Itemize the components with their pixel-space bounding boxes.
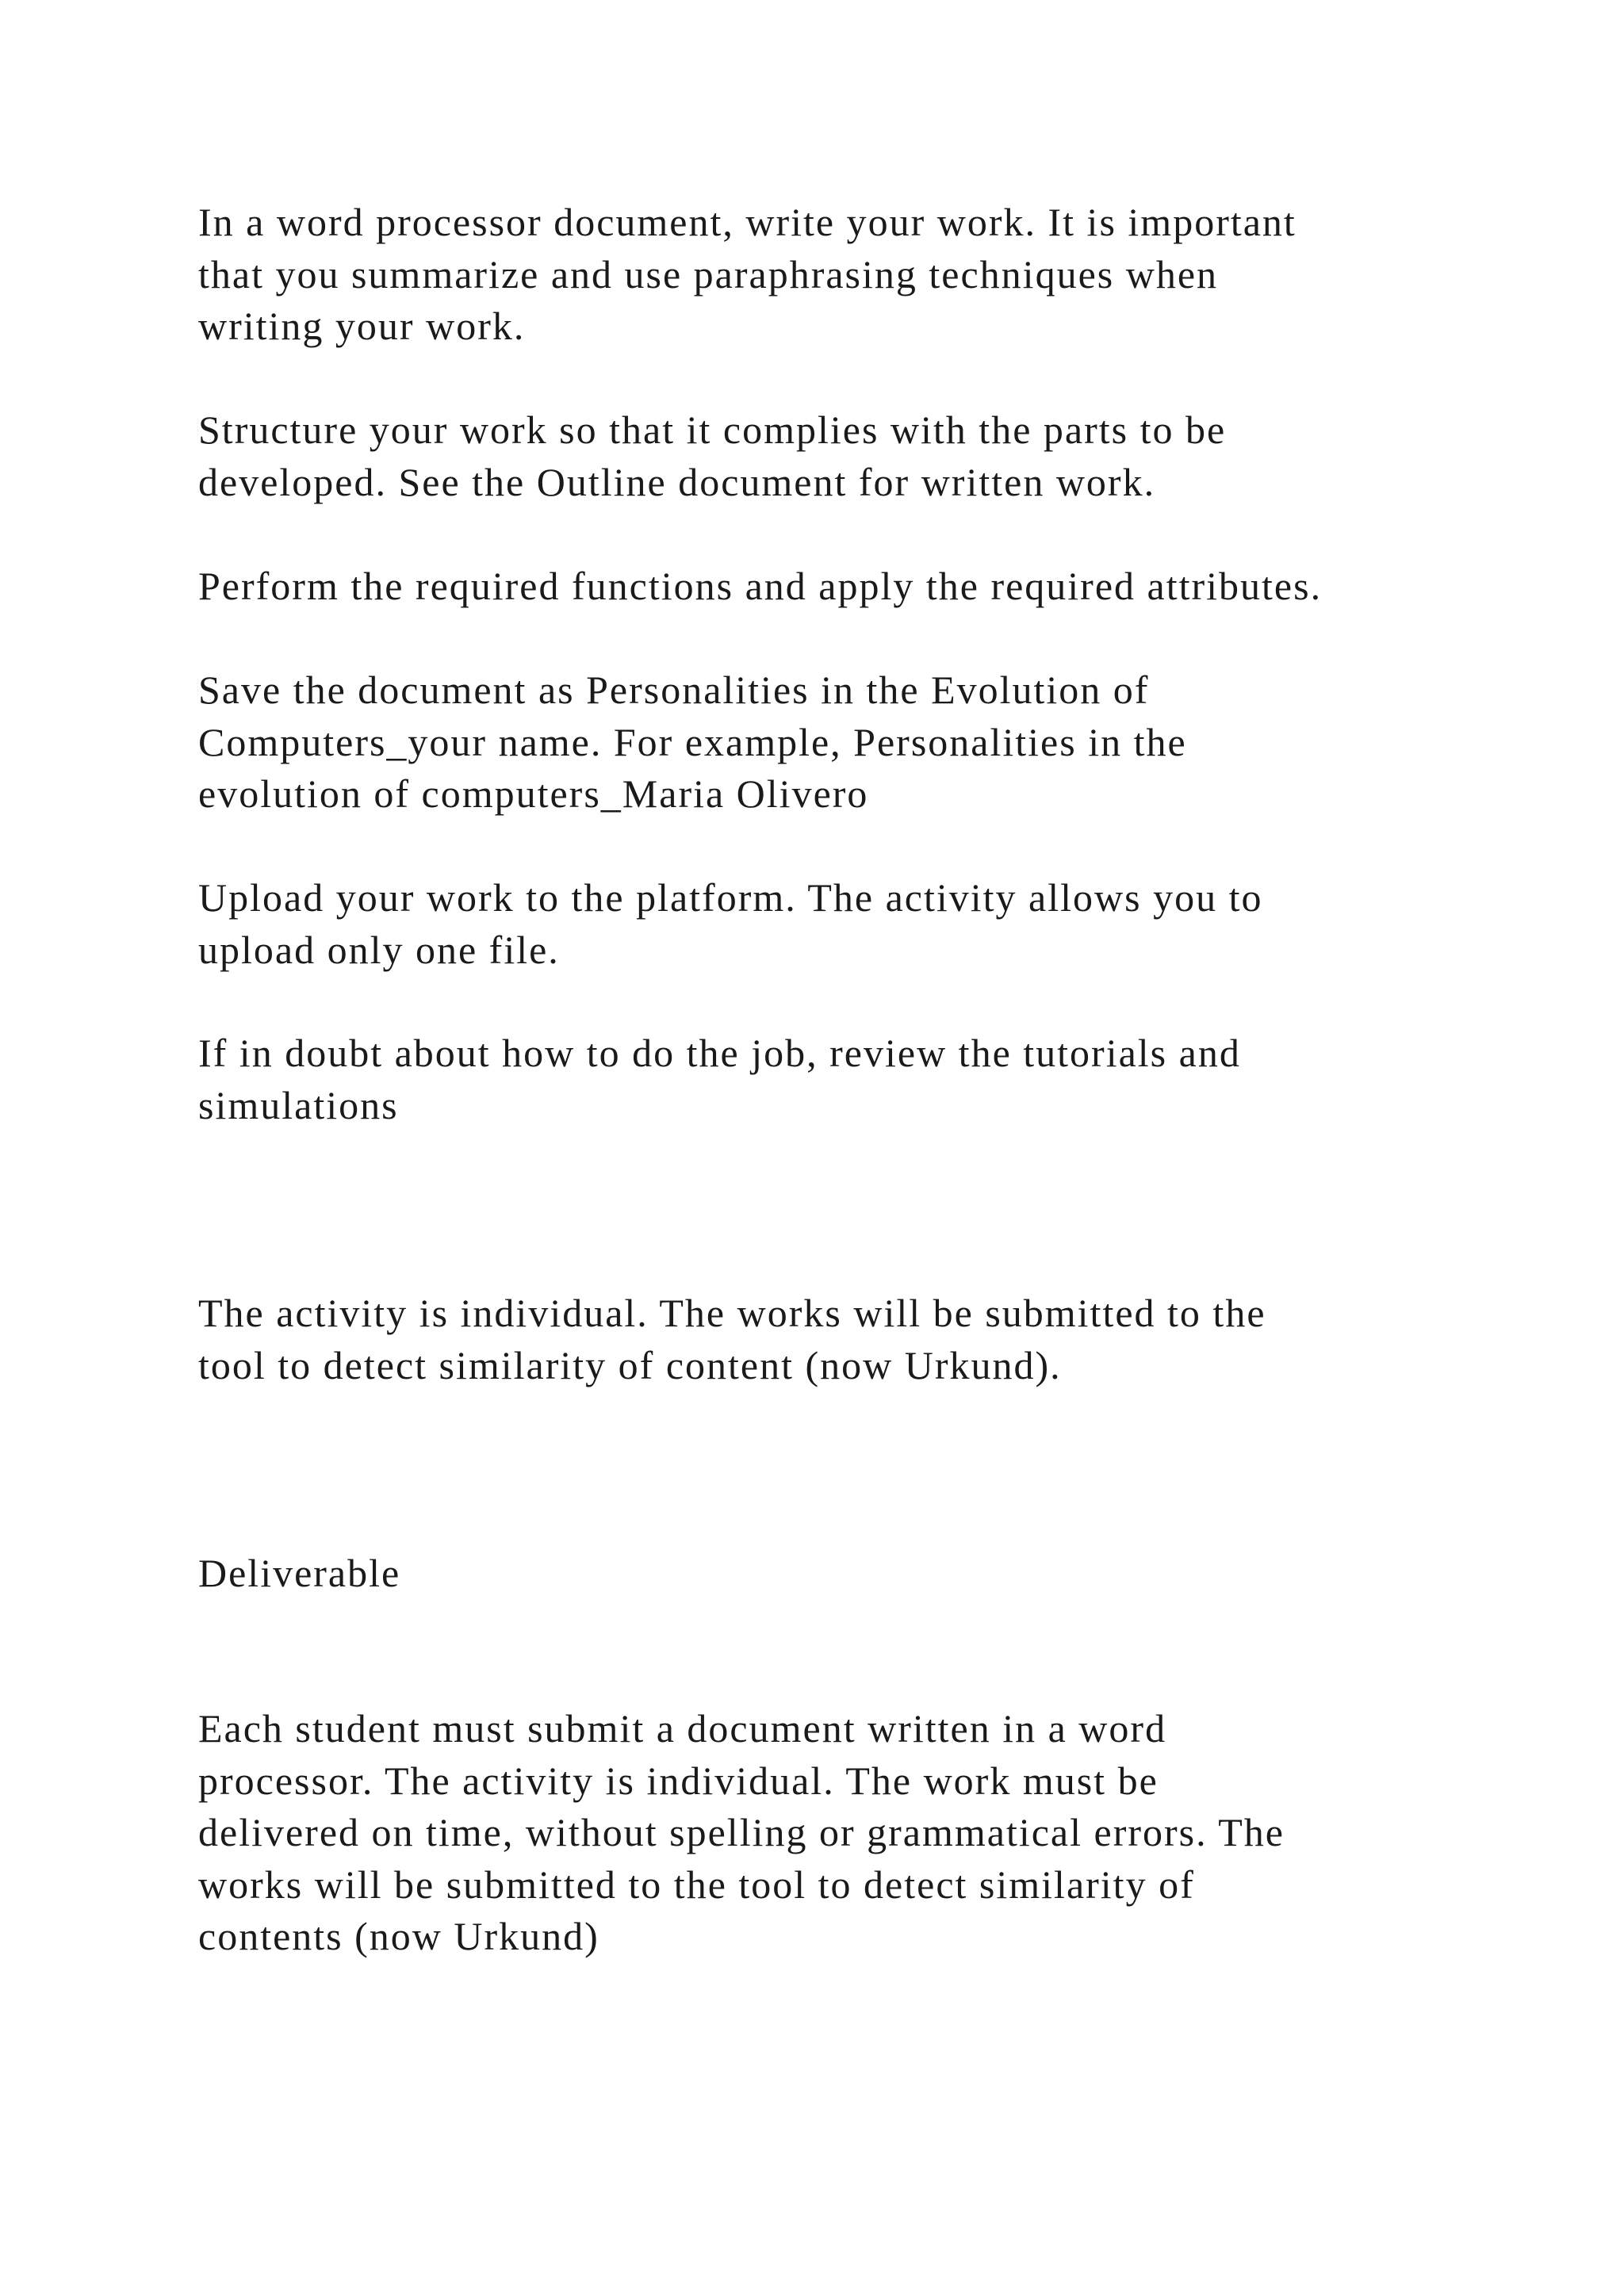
text-line: upload only one file.: [198, 927, 560, 972]
text-line: developed. See the Outline document for written work.: [198, 459, 1156, 504]
paragraph-structure-work: [198, 404, 1530, 508]
text-line: processor. The activity is individual. The work must be: [198, 1758, 1159, 1803]
paragraph-perform-functions: [198, 561, 1530, 613]
text-line: If in doubt about how to do the job, review the tutorials and: [198, 1031, 1241, 1075]
text-line: evolution of computers_Maria Olivero: [198, 771, 869, 816]
text-line: tool to detect similarity of content (now Urkund).: [198, 1342, 1062, 1387]
text-line: writing your work.: [198, 304, 526, 348]
paragraph-write-work: [198, 197, 1530, 353]
text-line: contents (now Urkund): [198, 1914, 599, 1958]
text-line: Save the document as Personalities in the Evolution of: [198, 668, 1150, 712]
text-line: delivered on time, without spelling or grammatical errors. The: [198, 1810, 1285, 1854]
paragraph-individual-activity: [198, 1288, 1530, 1391]
deliverable-heading: [198, 1548, 1530, 1600]
text-line: In a word processor document, write your work. It is important: [198, 200, 1297, 244]
text-line: The activity is individual. The works will be submitted to the: [198, 1291, 1266, 1335]
paragraph-review-tutorials: [198, 1027, 1530, 1131]
text-line: works will be submitted to the tool to detect similarity of: [198, 1862, 1195, 1907]
text-line: Upload your work to the platform. The activity allows you to: [198, 875, 1263, 920]
paragraph-deliverable-details: [198, 1703, 1530, 1963]
text-line: simulations: [198, 1082, 399, 1127]
text-line: Structure your work so that it complies with the parts to be: [198, 408, 1227, 452]
heading-text: Deliverable: [198, 1551, 401, 1595]
paragraph-save-document: [198, 664, 1530, 821]
text-line: Perform the required functions and apply the required attributes.: [198, 564, 1323, 608]
text-line: that you summarize and use paraphrasing techniques when: [198, 251, 1219, 297]
text-line: Computers_your name. For example, Personalities in the: [198, 719, 1187, 764]
text-line: Each student must submit a document written in a word: [198, 1706, 1167, 1751]
paragraph-upload-work: [198, 872, 1530, 976]
